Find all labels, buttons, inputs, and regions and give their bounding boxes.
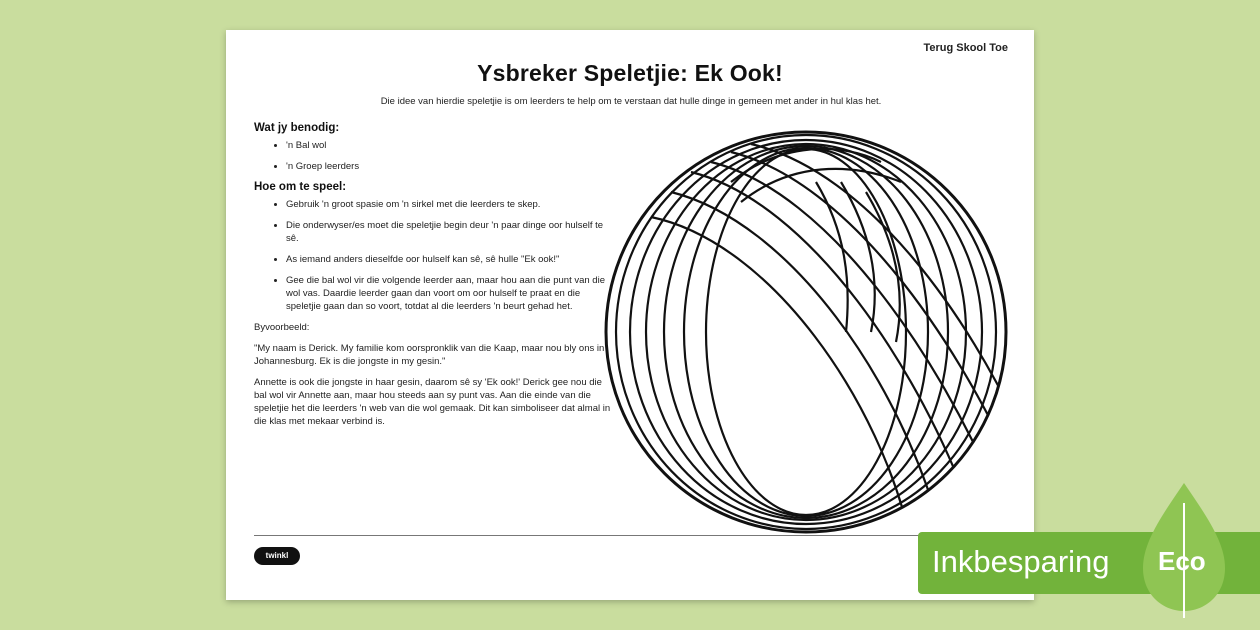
worksheet-page <box>226 30 1034 600</box>
page-title: Ysbreker Speletjie: Ek Ook! <box>477 60 783 86</box>
howto-heading: Hoe om te speel: <box>254 181 347 193</box>
example-quote: "My naam is Derick. My familie kom oorspronklik van die Kaap, maar nou bly ons in Johannesburg. Ek is die jongste in my gesin." <box>254 343 605 367</box>
eco-label: Eco <box>1158 546 1206 576</box>
needs-list <box>254 139 614 173</box>
badge-label: Inkbesparing <box>932 544 1110 579</box>
list-item: • Gebruik 'n groot spasie om 'n sirkel met die leerders te skep. <box>286 198 614 211</box>
footer-divider <box>254 535 1006 536</box>
list-item: • Gee die bal wol vir die volgende leerder aan, maar hou aan die punt van die wol vas. Daardie leerder gaan dan voort om oor hulself te praat en die speletjie gaan dan so voort, totdat al die leerders 'n beurt gehad het. <box>286 274 614 313</box>
intro-text: Die idee van hierdie speletjie is om leerders te help om te verstaan dat hulle dinge in gemeen met ander in hul klas het. <box>380 96 882 107</box>
needs-heading: Wat jy benodig: <box>254 122 340 134</box>
category-tag: Terug Skool Toe <box>923 42 1008 54</box>
twinkl-logo: twinkl <box>254 547 300 565</box>
list-item: • 'n Bal wol <box>286 139 614 152</box>
example-paragraph: Annette is ook die jongste in haar gesin, daarom sê sy 'Ek ook!' Derick gee nou die bal wol vir Annette aan, maar hou steeds aan sy punt vas. Aan die einde van die speletjie het die leerders 'n web van die wol gemaak. Dit kan simboliseer dat almal in die klas met mekaar verbind is. <box>254 377 611 427</box>
steps-list <box>254 198 614 313</box>
list-item: • 'n Groep leerders <box>286 160 614 173</box>
yarn-ball-illustration <box>601 122 1011 534</box>
instructions-column <box>254 122 614 436</box>
list-item: • As iemand anders dieselfde oor hulself kan sê, sê hulle "Ek ook!" <box>286 253 614 266</box>
example-heading: Byvoorbeeld: <box>254 322 310 333</box>
list-item: • Die onderwyser/es moet die speletjie begin deur 'n paar dinge oor hulself te sê. <box>286 219 614 245</box>
